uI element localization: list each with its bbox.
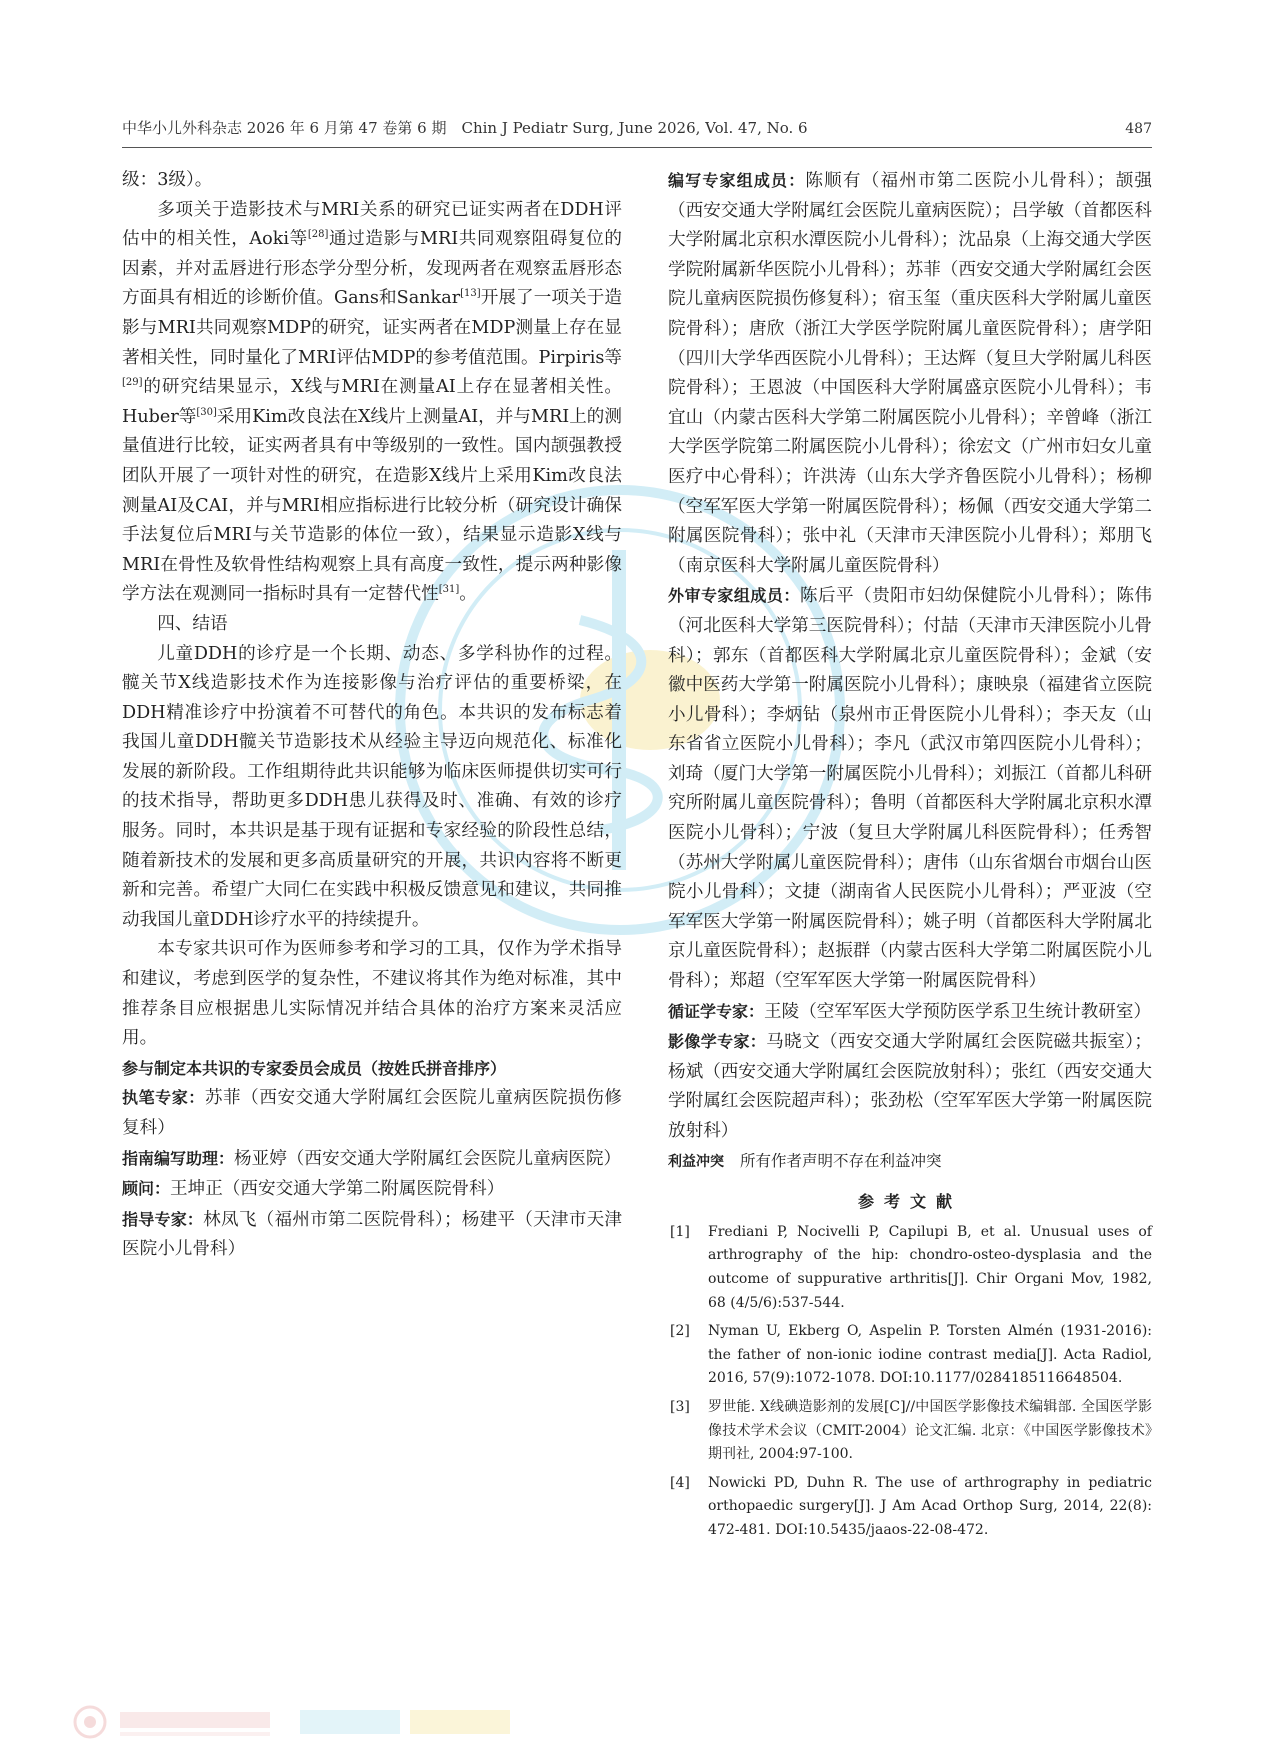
paragraph-mri-comparison: 多项关于造影技术与MRI关系的研究已证实两者在DDH评估中的相关性，Aoki等[28]通过造影与MRI共同观察阻碍复位的因素，并对盂唇进行形态学分型分析，发现两者在观察盂唇形态方面具有相近的诊断价值。Gans和Sankar[13]开展了一项关于造影与MRI共同观察MDP的研究，证实两者在MDP测量上存在显著相关性，同时量化了MRI评估MDP的参考值范围。Pirpiris等[29]的研究结果显示，X线与MRI在测量AI上存在显著相关性。Huber等[30]采用Kim改良法在X线片上测量AI，并与MRI上的测量值进行比较，证实两者具有中等级别的一致性。国内颉强教授团队开展了一项针对性的研究，在造影X线片上采用Kim改良法测量AI及CAI，并与MRI相应指标进行比较分析（研究设计确保手法复位后MRI与关节造影的体位一致），结果显示造影X线与MRI在骨性及软骨性结构观察上具有高度一致性，提示两种影像学方法在观测同一指标时具有一定替代性[31]。 (122, 199, 622, 605)
writers-entry: 编写专家组成员：陈顺有（福州市第二医院小儿骨科）；颉强（西安交通大学附属红会医院儿童病医院）；吕学敏（首都医科大学附属北京积水潭医院小儿骨科）；沈品泉（上海交通大学医学院附属新华医院小儿骨科）；苏菲（西安交通大学附属红会医院儿童病医院损伤修复科）；宿玉玺（重庆医科大学附属儿童医院骨科）；唐欣（浙江大学医学院附属儿童医院骨科）；唐学阳（四川大学华西医院小儿骨科）；王达辉（复旦大学附属儿科医院骨科）；王恩波（中国医科大学附属盛京医院小儿骨科）；韦宜山（内蒙古医科大学第二附属医院小儿骨科）；辛曾峰（浙江大学医学院第二附属医院小儿骨科）；徐宏文（广州市妇女儿童医疗中心骨科）；许洪涛（山东大学齐鲁医院小儿骨科）；杨柳（空军军医大学第一附属医院骨科）；杨佩（西安交通大学第二附属医院骨科）；张中礼（天津市天津医院小儿骨科）；郑朋飞（南京医科大学附属儿童医院骨科） (668, 171, 1152, 576)
header-rule (122, 147, 1152, 148)
reference-text: Frediani P, Nocivelli P, Capilupi B, et al. Unusual uses of arthrography of the hip: chondro-osteo-dysplasia and the outcome of suppurative arthritis[J]. Chir Organi Mov, 1982, 68 (4/5/6):537-544. (708, 1223, 1152, 1311)
reference-item (668, 1472, 1152, 1543)
left-column (122, 166, 622, 1265)
conflict-of-interest: 利益冲突 所有作者声明不存在利益冲突 (668, 1151, 942, 1170)
reference-item (668, 1221, 1152, 1315)
reference-item (668, 1320, 1152, 1391)
committee-heading: 参与制定本共识的专家委员会成员（按姓氏拼音排序） (122, 1058, 507, 1078)
assistant-entry: 指南编写助理：杨亚婷（西安交通大学附属红会医院儿童病医院） (122, 1148, 622, 1169)
citation[interactable]: [13] (460, 288, 481, 300)
reference-number: [2] (670, 1323, 690, 1340)
continuation-text: 级：3级）。 (122, 170, 213, 190)
reference-text: Nyman U, Ekberg O, Aspelin P. Torsten Almén (1931-2016): the father of non-ionic iodine contrast media[J]. Acta Radiol, 2016, 57(9):1072-1078. DOI:10.1177/0284185116648504. (708, 1323, 1152, 1387)
evidence-expert-entry: 循证学专家：王陵（空军军医大学预防医学系卫生统计教研室） (668, 1001, 1152, 1022)
guide-expert-entry: 指导专家：林凤飞（福州市第二医院骨科）；杨建平（天津市天津医院小儿骨科） (122, 1209, 622, 1260)
paragraph-conclusion: 儿童DDH的诊疗是一个长期、动态、多学科协作的过程。髋关节X线造影技术作为连接影像与治疗评估的重要桥梁，在DDH精准诊疗中扮演着不可替代的角色。本共识的发布标志着我国儿童DDH髋关节造影技术从经验主导迈向规范化、标准化发展的新阶段。工作组期待此共识能够为临床医师提供切实可行的技术指导，帮助更多DDH患儿获得及时、准确、有效的诊疗服务。同时，本共识是基于现有证据和专家经验的阶段性总结，随着新技术的发展和更多高质量研究的开展，共识内容将不断更新和完善。希望广大同仁在实践中积极反馈意见和建议，共同推动我国儿童DDH诊疗水平的持续提升。 (122, 643, 622, 930)
citation[interactable]: [30] (196, 406, 217, 418)
reference-number: [3] (670, 1398, 690, 1415)
advisor-entry: 顾问：王坤正（西安交通大学第二附属医院骨科） (122, 1179, 505, 1200)
imaging-expert-entry: 影像学专家：马晓文（西安交通大学附属红会医院磁共振室）；杨斌（西安交通大学附属红会医院放射科）；张红（西安交通大学附属红会医院超声科）；张劲松（空军军医大学第一附属医院放射科） (668, 1032, 1152, 1141)
reference-item (668, 1396, 1152, 1467)
paragraph-disclaimer: 本专家共识可作为医师参考和学习的工具，仅作为学术指导和建议，考虑到医学的复杂性，不建议将其作为绝对标准，其中推荐条目应根据患儿实际情况并结合具体的治疗方案来灵活应用。 (122, 939, 622, 1049)
right-column (668, 166, 1152, 1548)
citation[interactable]: [28] (307, 229, 329, 241)
lead-author-entry: 执笔专家：苏菲（西安交通大学附属红会医院儿童病医院损伤修复科） (122, 1088, 622, 1138)
section-heading-conclusion: 四、结语 (157, 613, 228, 634)
references-title: 参考文献 (857, 1192, 962, 1212)
reference-text: 罗世能. X线碘造影剂的发展[C]//中国医学影像技术编辑部. 全国医学影像技术学术会议（CMIT-2004）论文汇编. 北京：《中国医学影像技术》期刊社, 2004:97-100. (708, 1398, 1152, 1463)
reference-number: [1] (670, 1223, 690, 1240)
journal-header-title: 中华小儿外科杂志 2026 年 6 月第 47 卷第 6 期 Chin J Pediatr Surg, June 2026, Vol. 47, No. 6 (122, 119, 808, 137)
citation[interactable]: [31] (438, 584, 460, 596)
page-number: 487 (1125, 121, 1152, 137)
citation[interactable]: [29] (122, 377, 143, 389)
reference-number: [4] (670, 1474, 690, 1491)
reference-text: Nowicki PD, Duhn R. The use of arthrography in pediatric orthopaedic surgery[J]. J Am Acad Orthop Surg, 2014, 22(8): 472-481. DOI:10.5435/jaaos-22-08-472. (708, 1474, 1152, 1538)
references-list (668, 1221, 1152, 1543)
publisher-logo-icon (72, 1702, 542, 1742)
reviewers-entry: 外审专家组成员：陈后平（贵阳市妇幼保健院小儿骨科）；陈伟（河北医科大学第三医院骨科）；付喆（天津市天津医院小儿骨科）；郭东（首都医科大学附属北京儿童医院骨科）；金斌（安徽中医药大学第一附属医院小儿骨科）；康映泉（福建省立医院小儿骨科）；李炳钻（泉州市正骨医院小儿骨科）；李天友（山东省省立医院小儿骨科）；李凡（武汉市第四医院小儿骨科）；刘琦（厦门大学第一附属医院小儿骨科）；刘振江（首都儿科研究所附属儿童医院骨科）；鲁明（首都医科大学附属北京积水潭医院小儿骨科）；宁波（复旦大学附属儿科医院骨科）；任秀智（苏州大学附属儿童医院骨科）；唐伟（山东省烟台市烟台山医院小儿骨科）；文捷（湖南省人民医院小儿骨科）；严亚波（空军军医大学第一附属医院骨科）；姚子明（首都医科大学附属北京儿童医院骨科）；赵振群（内蒙古医科大学第二附属医院小儿骨科）；郑超（空军军医大学第一附属医院骨科） (668, 586, 1152, 992)
